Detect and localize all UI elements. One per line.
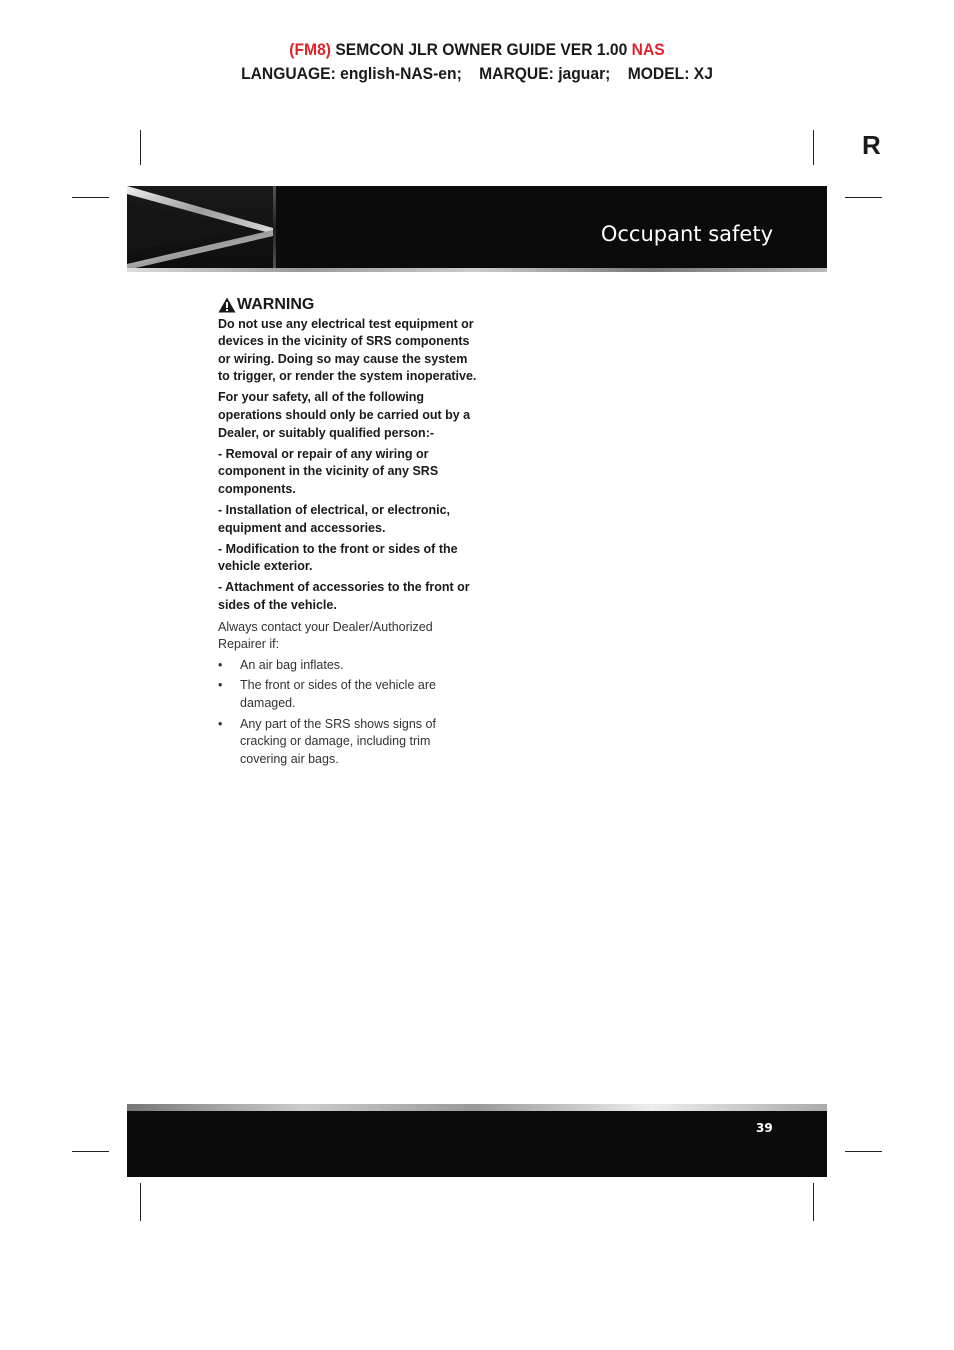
warning-paragraph: - Removal or repair of any wiring or component in the vicinity of any SRS components. [218,446,439,496]
bullet-icon: • [218,657,223,672]
warning-paragraph: - Installation of electrical, or electronic, equipment and accessories. [218,503,451,535]
crop-mark-top-left-horizontal [72,197,109,198]
warning-triangle-icon [218,297,236,313]
list-item [218,716,480,769]
document-header-line1 [38,40,916,60]
list-item [218,657,480,675]
list-item-text: An air bag inflates. [240,657,344,672]
crop-mark-top-right-vertical [813,130,814,165]
bullet-icon: • [218,716,223,731]
registration-mark: R [862,130,881,160]
main-content [218,296,480,771]
list-item-text: Any part of the SRS shows signs of cracking or damage, including trim covering air bags. [240,716,436,766]
banner-metallic-strip [127,268,827,272]
warning-text [218,316,480,615]
crop-mark-bottom-right-horizontal [845,1151,882,1152]
header-code: (FM8) [289,40,331,59]
page-footer [127,1104,827,1177]
section-banner [127,186,827,272]
warning-paragraph: Do not use any electrical test equipment or devices in the vicinity of SRS components or wiring. Doing so may cause the system to trigger, or render the system inoperative. [218,316,477,384]
footer-metallic-strip [127,1104,827,1111]
warning-paragraph: For your safety, all of the following operations should only be carried out by a Dealer, or suitably qualified person:- [218,390,471,440]
crop-mark-top-right-horizontal [845,197,882,198]
document-header-line2: LANGUAGE: english-NAS-en; MARQUE: jaguar; MODEL: XJ [241,64,713,83]
intro-paragraph: Always contact your Dealer/Authorized Repairer if: [218,619,433,652]
list-item-text: The front or sides of the vehicle are damaged. [240,678,436,710]
bullet-icon: • [218,678,223,693]
section-title: Occupant safety [600,222,773,246]
warning-label: WARNING [237,296,315,313]
header-guide-title: SEMCON JLR OWNER GUIDE VER 1.00 [330,40,632,59]
banner-logo-panel [127,186,273,270]
header-region: NAS [631,40,665,59]
crop-mark-top-left-vertical [140,130,141,165]
crop-mark-bottom-left-horizontal [72,1151,109,1152]
list-item [218,677,480,712]
page-number: 39 [756,1121,773,1135]
crop-mark-bottom-left-vertical [140,1183,141,1221]
warning-heading [218,296,480,314]
crop-mark-bottom-right-vertical [813,1183,814,1221]
warning-paragraph: - Attachment of accessories to the front or sides of the vehicle. [218,580,470,612]
chevron-icon [127,186,273,270]
bullet-list [218,657,480,769]
warning-paragraph: - Modification to the front or sides of the vehicle exterior. [218,541,458,574]
banner-divider [273,186,276,270]
